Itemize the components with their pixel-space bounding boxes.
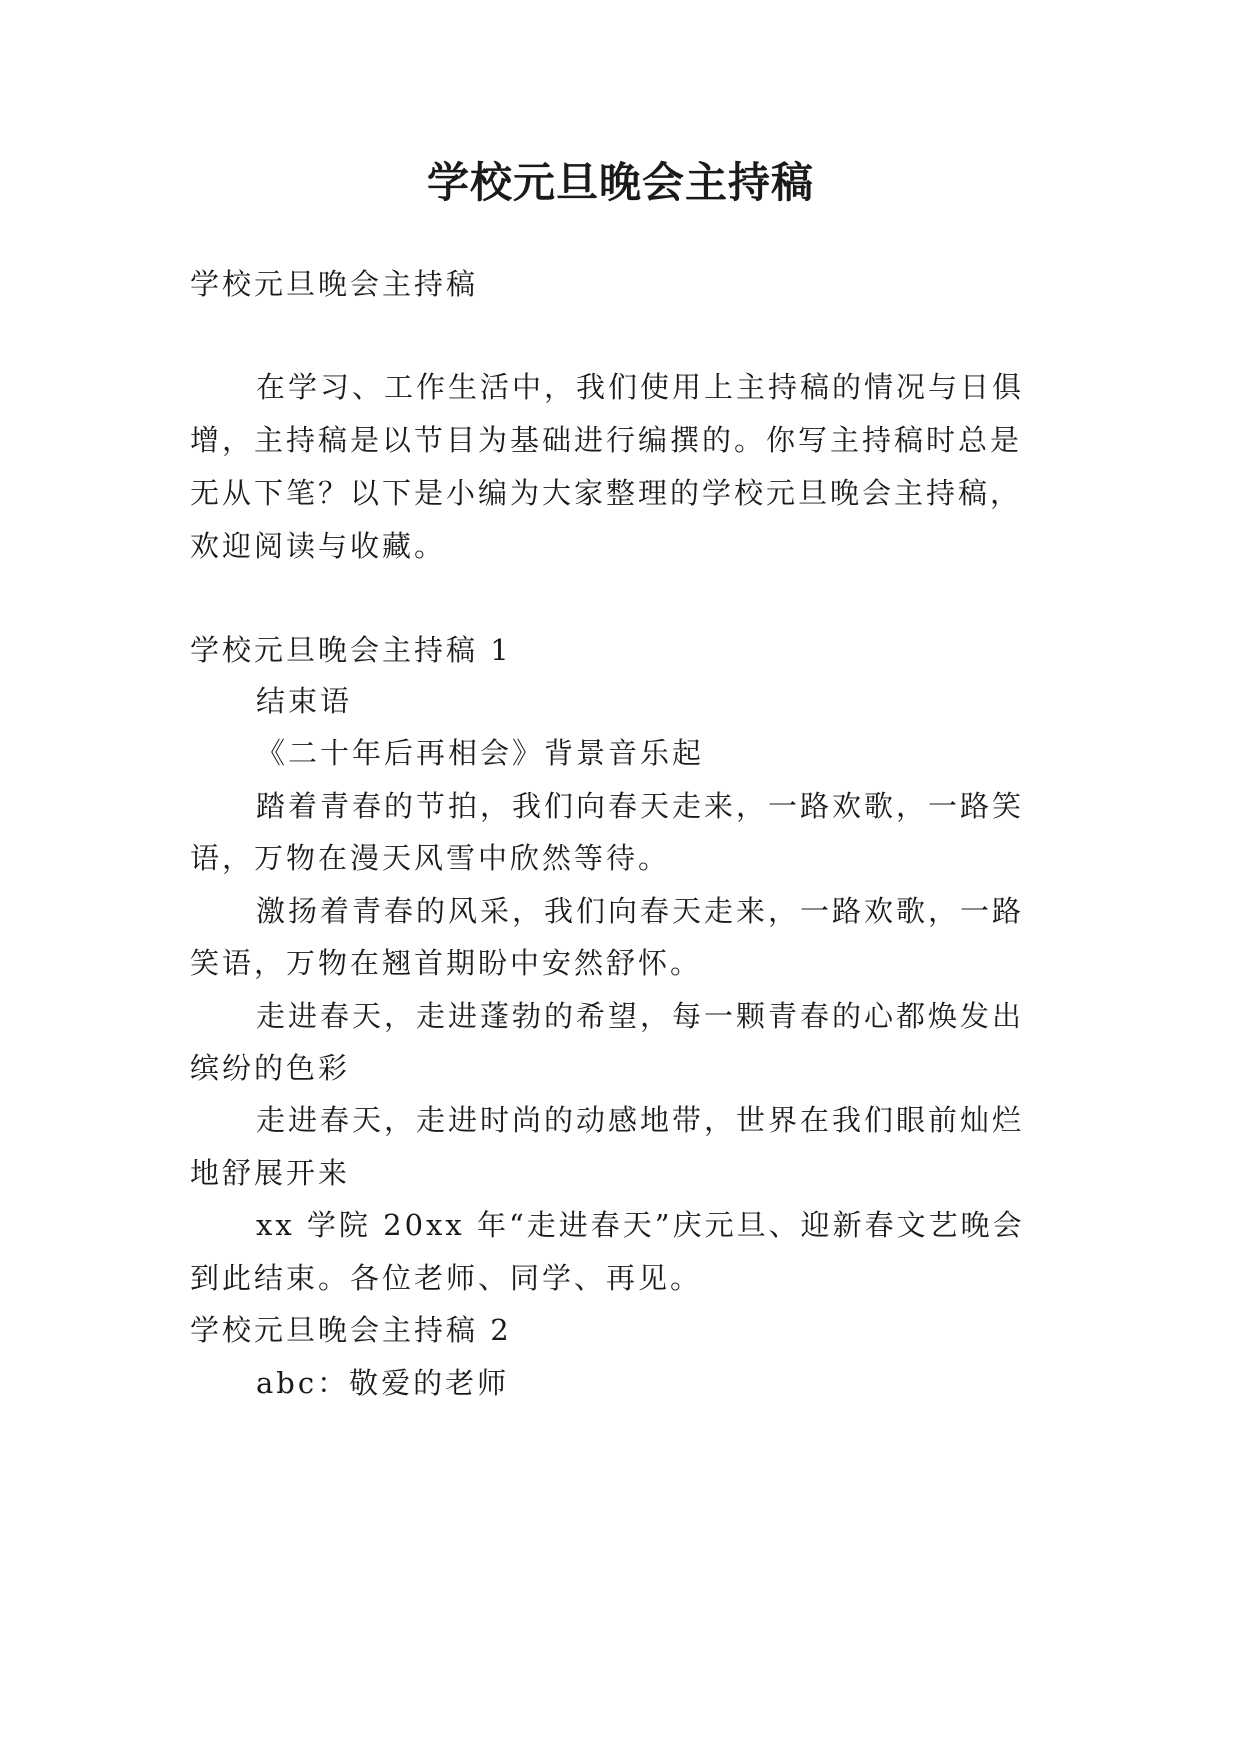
document-title: 学校元旦晚会主持稿 (426, 158, 814, 207)
paragraph-line: 《二十年后再相会》背景音乐起 (256, 736, 705, 770)
subtitle-line: 学校元旦晚会主持稿 (190, 267, 479, 301)
section-heading-2: 学校元旦晚会主持稿 2 (190, 1313, 512, 1347)
intro-paragraph-line: 增，主持稿是以节目为基础进行编撰的。你写主持稿时总是 (190, 423, 1023, 457)
section-heading-1: 学校元旦晚会主持稿 1 (190, 633, 512, 667)
paragraph-line: 缤纷的色彩 (190, 1051, 351, 1085)
paragraph-line: 走进春天，走进蓬勃的希望，每一颗青春的心都焕发出 (256, 999, 1025, 1033)
paragraph-line: 到此结束。各位老师、同学、再见。 (190, 1261, 703, 1295)
paragraph-line: xx 学院 20xx 年“走进春天”庆元旦、迎新春文艺晚会 (256, 1208, 1025, 1242)
paragraph-line: 踏着青春的节拍，我们向春天走来，一路欢歌，一路笑 (256, 789, 1025, 823)
intro-paragraph-line: 欢迎阅读与收藏。 (190, 529, 447, 563)
paragraph-line: 笑语，万物在翘首期盼中安然舒怀。 (190, 946, 703, 980)
paragraph-line: 激扬着青春的风采，我们向春天走来，一路欢歌，一路 (256, 894, 1025, 928)
paragraph-line: 结束语 (256, 684, 353, 718)
paragraph-line: 语，万物在漫天风雪中欣然等待。 (190, 841, 671, 875)
paragraph-line: abc：敬爱的老师 (256, 1366, 510, 1400)
paragraph-line: 地舒展开来 (190, 1156, 351, 1190)
paragraph-line: 走进春天，走进时尚的动感地带，世界在我们眼前灿烂 (256, 1103, 1025, 1137)
intro-paragraph-line: 无从下笔？以下是小编为大家整理的学校元旦晚会主持稿， (190, 476, 1023, 510)
intro-paragraph-line: 在学习、工作生活中，我们使用上主持稿的情况与日俱 (256, 370, 1025, 404)
